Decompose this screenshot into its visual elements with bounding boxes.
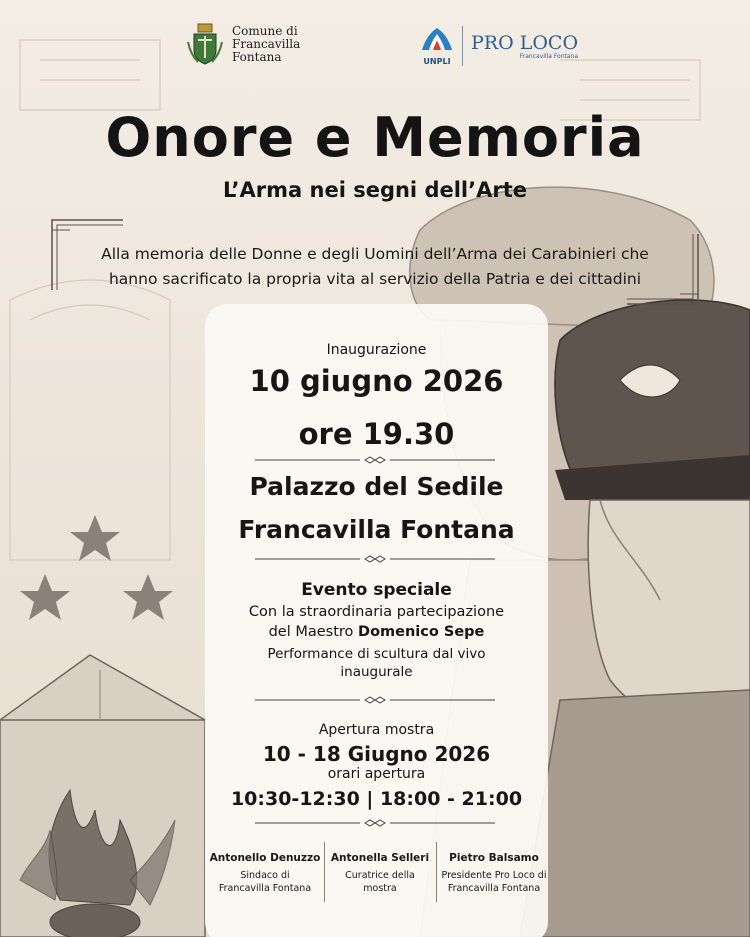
proloco-sub: Francavilla Fontana [519,52,579,60]
hours-label: orari apertura [327,766,426,782]
comune-line2: Francavilla [232,36,301,51]
special-event-line4: inaugurale [340,664,413,680]
comune-line3: Fontana [232,49,282,64]
signature-role-line2: Francavilla Fontana [447,883,541,894]
venue-line1: Palazzo del Sedile [249,472,504,501]
separator [255,554,495,564]
page-subtitle: L’Arma nei segni dell’Arte [223,178,527,202]
signature-role-line1: Sindaco di [240,870,290,881]
proloco-name: PRO LOCO [471,31,579,54]
logo-divider [462,26,463,66]
signature-role [208,869,322,895]
comune-logo [186,22,300,66]
opening-hours: 10:30-12:30 | 18:00 - 21:00 [230,788,523,810]
signature-role [438,869,550,895]
dedication-line2: hanno sacrificato la propria vita al servizio della Patria e dei cittadini [108,270,642,288]
signature-2 [326,852,434,895]
unpli-logo-icon [420,26,454,52]
exhibition-dates: 10 - 18 Giugno 2026 [262,742,491,766]
signature-role-line1: Presidente Pro Loco di [441,870,547,881]
event-info-panel [205,304,548,937]
signature-name: Antonella Selleri [330,852,430,864]
dedication-text [62,242,688,292]
signature-divider [436,842,437,902]
special-event-prefix: del Maestro [268,624,359,640]
inauguration-date: 10 giugno 2026 [249,364,504,398]
signature-1 [208,852,322,895]
maestro-name: Domenico Sepe [358,624,485,640]
signature-role [326,869,434,895]
separator [255,695,495,705]
unpli-logo [420,26,454,66]
separator [255,818,495,828]
signature-role-line1: Curatrice della [345,870,415,881]
signature-divider [324,842,325,902]
signature-3 [438,852,550,895]
dedication-line1: Alla memoria delle Donne e degli Uomini dell’Arma dei Carabinieri che [101,245,649,263]
inauguration-time: ore 19.30 [298,417,455,451]
special-event-line1: Con la straordinaria partecipazione [248,604,505,620]
signature-name: Pietro Balsamo [449,852,539,864]
inauguration-label: Inaugurazione [326,342,427,358]
coat-of-arms-icon [186,22,224,66]
separator [255,455,495,465]
special-event-line2 [205,624,548,640]
unpli-label: UNPLI [423,57,451,66]
signature-name: Antonello Denuzzo [209,852,321,864]
exhibition-label: Apertura mostra [318,722,435,738]
special-event-line3: Performance di scultura dal vivo [267,646,486,662]
signature-role-line2: Francavilla Fontana [218,883,312,894]
signature-role-line2: mostra [363,883,397,894]
proloco-logo [420,26,578,66]
comune-line1: Comune di [232,23,298,38]
page-title: Onore e Memoria [105,106,645,169]
venue-line2: Francavilla Fontana [238,515,515,544]
special-event-heading: Evento speciale [301,580,452,600]
